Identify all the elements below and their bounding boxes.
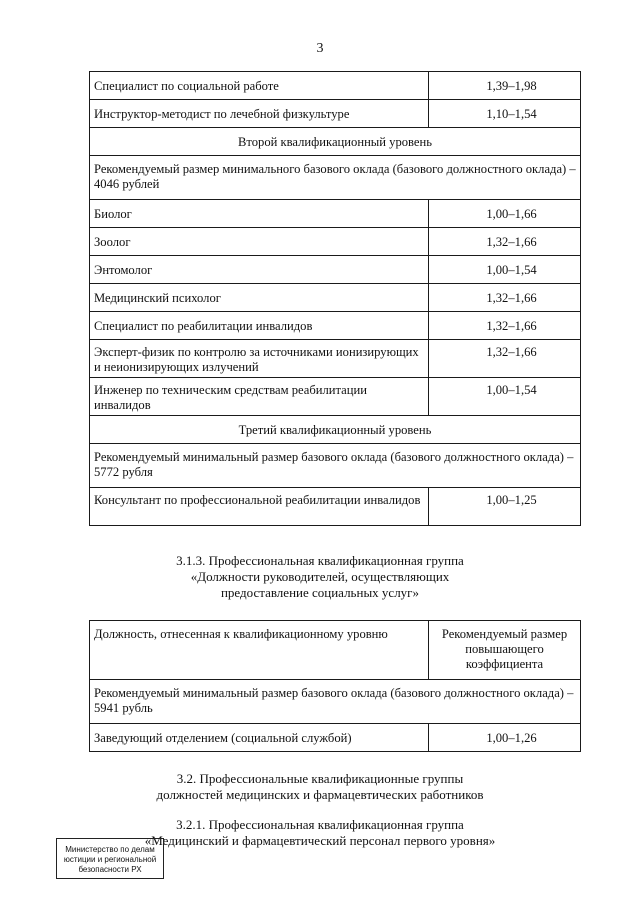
header-coefficient: Рекомендуемый размер повышающего коэффициента [429, 621, 581, 680]
table-header-row [90, 621, 581, 680]
section-3-2-heading [0, 771, 640, 803]
qualification-level-row [90, 416, 581, 444]
heading-line: 3.2.1. Профессиональная квалификационная группа [176, 817, 464, 832]
table-row [90, 488, 581, 526]
stamp-line: юстиции и региональной [63, 855, 157, 864]
position-name: Энтомолог [90, 256, 429, 284]
coefficient-value: 1,32–1,66 [429, 312, 581, 340]
table-row [90, 200, 581, 228]
coefficient-value: 1,10–1,54 [429, 100, 581, 128]
heading-line: 3.1.3. Профессиональная квалификационная группа [176, 553, 464, 568]
table-row [90, 100, 581, 128]
coefficient-value: 1,39–1,98 [429, 72, 581, 100]
position-name: Инженер по техническим средствам реабилитации инвалидов [90, 378, 429, 416]
table-row [90, 72, 581, 100]
table-row [90, 340, 581, 378]
heading-line: предоставление социальных услуг» [220, 585, 420, 600]
position-name: Эксперт-физик по контролю за источниками ионизирующих и неионизирующих излучений [90, 340, 429, 378]
coefficient-value: 1,00–1,26 [429, 724, 581, 752]
stamp-line: безопасности РХ [78, 865, 142, 874]
coefficient-value: 1,00–1,66 [429, 200, 581, 228]
coefficient-value: 1,00–1,54 [429, 256, 581, 284]
page-number: 3 [316, 41, 324, 56]
position-name: Зоолог [90, 228, 429, 256]
table-row [90, 312, 581, 340]
position-name: Специалист по реабилитации инвалидов [90, 312, 429, 340]
position-name: Инструктор-методист по лечебной физкультуре [90, 100, 429, 128]
table-row [90, 256, 581, 284]
position-name: Специалист по социальной работе [90, 72, 429, 100]
positions-table-level-2-3 [89, 71, 581, 526]
salary-text: Рекомендуемый размер минимального базового оклада (базового должностного оклада) – 4046 рублей [90, 156, 581, 200]
coefficient-value: 1,00–1,25 [429, 488, 581, 526]
heading-line: 3.2. Профессиональные квалификационные группы [176, 771, 464, 786]
salary-text: Рекомендуемый минимальный размер базового оклада (базового должностного оклада) – 5772 рубля [90, 444, 581, 488]
table-row [90, 228, 581, 256]
salary-row [90, 444, 581, 488]
position-name: Консультант по профессиональной реабилитации инвалидов [90, 488, 429, 526]
heading-line: «Медицинский и фармацевтический персонал первого уровня» [144, 833, 496, 848]
position-name: Заведующий отделением (социальной службой) [90, 724, 429, 752]
coefficient-value: 1,32–1,66 [429, 284, 581, 312]
salary-text: Рекомендуемый минимальный размер базового оклада (базового должностного оклада) – 5941 рубль [90, 680, 581, 724]
header-position: Должность, отнесенная к квалификационному уровню [90, 621, 429, 680]
coefficient-value: 1,00–1,54 [429, 378, 581, 416]
qualification-level-title: Второй квалификационный уровень [90, 128, 581, 156]
coefficient-value: 1,32–1,66 [429, 228, 581, 256]
table-row [90, 724, 581, 752]
salary-row [90, 156, 581, 200]
table-row [90, 378, 581, 416]
stamp-line: Министерство по делам [65, 845, 155, 854]
section-3-1-3-heading [0, 553, 640, 601]
heading-line: должностей медицинских и фармацевтических работников [156, 787, 484, 802]
managers-table [89, 620, 581, 752]
table-row [90, 284, 581, 312]
coefficient-value: 1,32–1,66 [429, 340, 581, 378]
qualification-level-row [90, 128, 581, 156]
salary-row [90, 680, 581, 724]
position-name: Медицинский психолог [90, 284, 429, 312]
heading-line: «Должности руководителей, осуществляющих [190, 569, 450, 584]
position-name: Биолог [90, 200, 429, 228]
qualification-level-title: Третий квалификационный уровень [90, 416, 581, 444]
ministry-stamp [56, 838, 164, 879]
